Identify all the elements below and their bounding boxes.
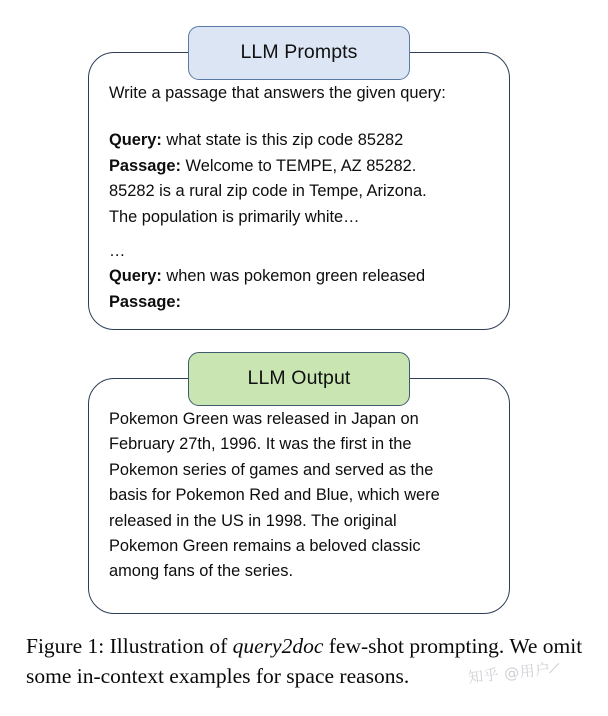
prompt-omitted-examples-ellipsis: … bbox=[109, 242, 127, 261]
prompt-passage-2-line bbox=[109, 290, 489, 315]
output-line-2: February 27th, 1996. It was the first in the bbox=[109, 435, 412, 454]
prompt-spacer-2 bbox=[109, 230, 489, 239]
output-line-3: Pokemon series of games and served as the bbox=[109, 460, 434, 479]
query-2-label: Query: bbox=[109, 267, 162, 286]
passage-1-continuation-line-2: The population is primarily white… bbox=[109, 207, 360, 226]
llm-output-body-box bbox=[88, 378, 510, 614]
caption-method-name: query2doc bbox=[232, 634, 324, 658]
llm-prompts-header bbox=[188, 26, 410, 80]
watermark-text: 知乎 @用户 bbox=[467, 659, 552, 687]
caption-prefix: Figure 1: Illustration of bbox=[26, 634, 233, 658]
query-1-text: what state is this zip code 85282 bbox=[161, 131, 404, 150]
prompt-instruction-line: Write a passage that answers the given query: bbox=[109, 84, 446, 102]
query-1-label: Query: bbox=[109, 131, 162, 150]
passage-1-continuation-line-1: 85282 is a rural zip code in Tempe, Arizona. bbox=[109, 182, 427, 201]
llm-prompts-body-box bbox=[88, 52, 510, 330]
output-line-7: among fans of the series. bbox=[109, 562, 294, 581]
llm-output-header-label: LLM Output bbox=[247, 367, 351, 390]
prompt-spacer-1 bbox=[109, 106, 489, 128]
watermark-slash-icon: ⁄ bbox=[550, 659, 558, 678]
caption-line-2: We omit some in-context examples for space reasons. bbox=[26, 634, 583, 688]
passage-1-label: Passage: bbox=[109, 156, 181, 175]
passage-2-label: Passage: bbox=[109, 292, 181, 311]
output-line-4: basis for Pokemon Red and Blue, which were bbox=[109, 486, 440, 505]
output-line-6: Pokemon Green remains a beloved classic bbox=[109, 537, 421, 556]
prompt-query-1-line bbox=[109, 128, 489, 153]
llm-output-header bbox=[188, 352, 410, 406]
output-line-5: released in the US in 1998. The original bbox=[109, 511, 397, 530]
passage-1-text: Welcome to TEMPE, AZ 85282. bbox=[180, 156, 417, 175]
llm-prompts-text bbox=[109, 81, 489, 315]
llm-prompts-header-label: LLM Prompts bbox=[240, 41, 358, 64]
caption-suffix: few-shot prompting. bbox=[323, 634, 505, 658]
prompt-query-2-line bbox=[109, 264, 489, 289]
output-line-1: Pokemon Green was released in Japan on bbox=[109, 410, 419, 428]
figure-caption bbox=[26, 631, 586, 691]
llm-output-text bbox=[109, 407, 489, 585]
prompt-passage-1-line bbox=[109, 154, 489, 179]
query-2-text: when was pokemon green released bbox=[161, 267, 426, 286]
